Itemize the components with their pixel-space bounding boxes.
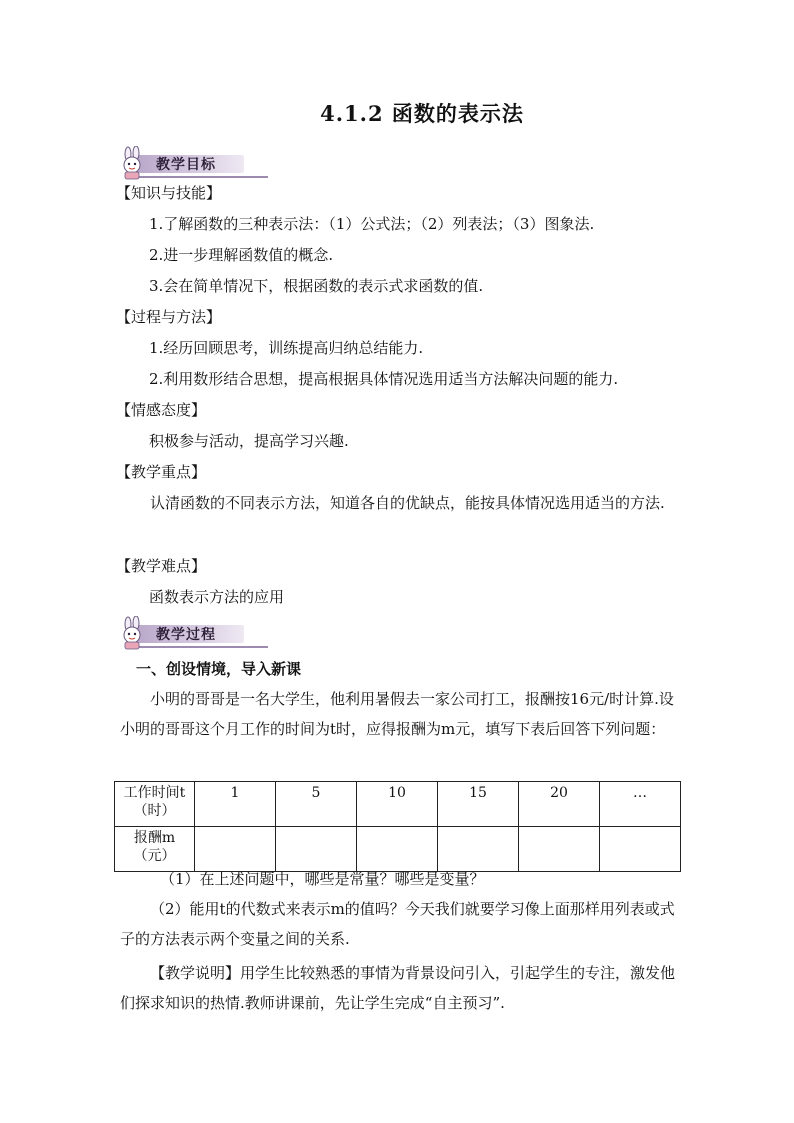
knowledge-heading: 【知识与技能】 [116, 184, 222, 202]
badge-underline [136, 646, 268, 648]
step1-heading: 一、创设情境，导入新课 [136, 660, 302, 678]
knowledge-item-2: 2.进一步理解函数值的概念. [149, 246, 334, 264]
table-cell [276, 827, 357, 872]
process-item-1: 1.经历回顾思考，训练提高归纳总结能力. [149, 339, 424, 357]
badge-underline [136, 176, 268, 178]
table-cell [195, 827, 276, 872]
cartoon-mascot-icon [116, 616, 150, 650]
difficulty-heading: 【教学难点】 [116, 557, 207, 575]
intro-paragraph: 小明的哥哥是一名大学生，他利用暑假去一家公司打工，报酬按16元/时计算.设小明的哥哥这个月工作的时间为t时，应得报酬为m元，填写下表后回答下列问题： [120, 690, 674, 738]
section-badge-objectives [116, 146, 316, 180]
question-1: （1）在上述问题中，哪些是常量？哪些是变量？ [160, 870, 485, 888]
difficulty-text: 函数表示方法的应用 [149, 588, 285, 606]
table-cell: … [600, 782, 681, 827]
table-cell: 1 [195, 782, 276, 827]
question-2: （2）能用t的代数式来表示m的值吗？今天我们就要学习像上面那样用列表或式子的方法表示两个变量之间的关系. [120, 900, 675, 948]
table-cell: 10 [357, 782, 438, 827]
page-title: 4.1.2 函数的表示法 [320, 101, 524, 126]
key-heading: 【教学重点】 [116, 463, 207, 481]
process-heading: 【过程与方法】 [116, 308, 222, 326]
knowledge-item-3: 3.会在简单情况下，根据函数的表示式求函数的值. [149, 277, 484, 295]
table-cell [357, 827, 438, 872]
badge-label: 教学过程 [156, 627, 216, 643]
attitude-heading: 【情感态度】 [116, 401, 207, 419]
attitude-text: 积极参与活动，提高学习兴趣. [149, 432, 349, 450]
table-cell [600, 827, 681, 872]
table-header-cell: 工作时间t（时） [115, 782, 195, 827]
table-cell [438, 827, 519, 872]
table-row [115, 782, 681, 827]
table-cell: 15 [438, 782, 519, 827]
table-header-cell: 报酬m（元） [115, 827, 195, 872]
badge-label: 教学目标 [156, 157, 216, 173]
process-item-2: 2.利用数形结合思想，提高根据具体情况选用适当方法解决问题的能力. [149, 370, 619, 388]
hours-pay-table [114, 781, 681, 872]
teaching-note: 【教学说明】用学生比较熟悉的事情为背景设问引入，引起学生的专注，激发他们探求知识的热情.教师讲课前，先让学生完成“自主预习”. [120, 964, 676, 1012]
key-text: 认清函数的不同表示方法，知道各自的优缺点，能按具体情况选用适当的方法. [150, 494, 665, 512]
cartoon-mascot-icon [116, 146, 150, 180]
section-badge-process [116, 616, 316, 650]
knowledge-item-1: 1.了解函数的三种表示法：（1）公式法；（2）列表法；（3）图象法. [149, 215, 595, 233]
table-cell: 5 [276, 782, 357, 827]
table-cell: 20 [519, 782, 600, 827]
table-row [115, 827, 681, 872]
table-cell [519, 827, 600, 872]
